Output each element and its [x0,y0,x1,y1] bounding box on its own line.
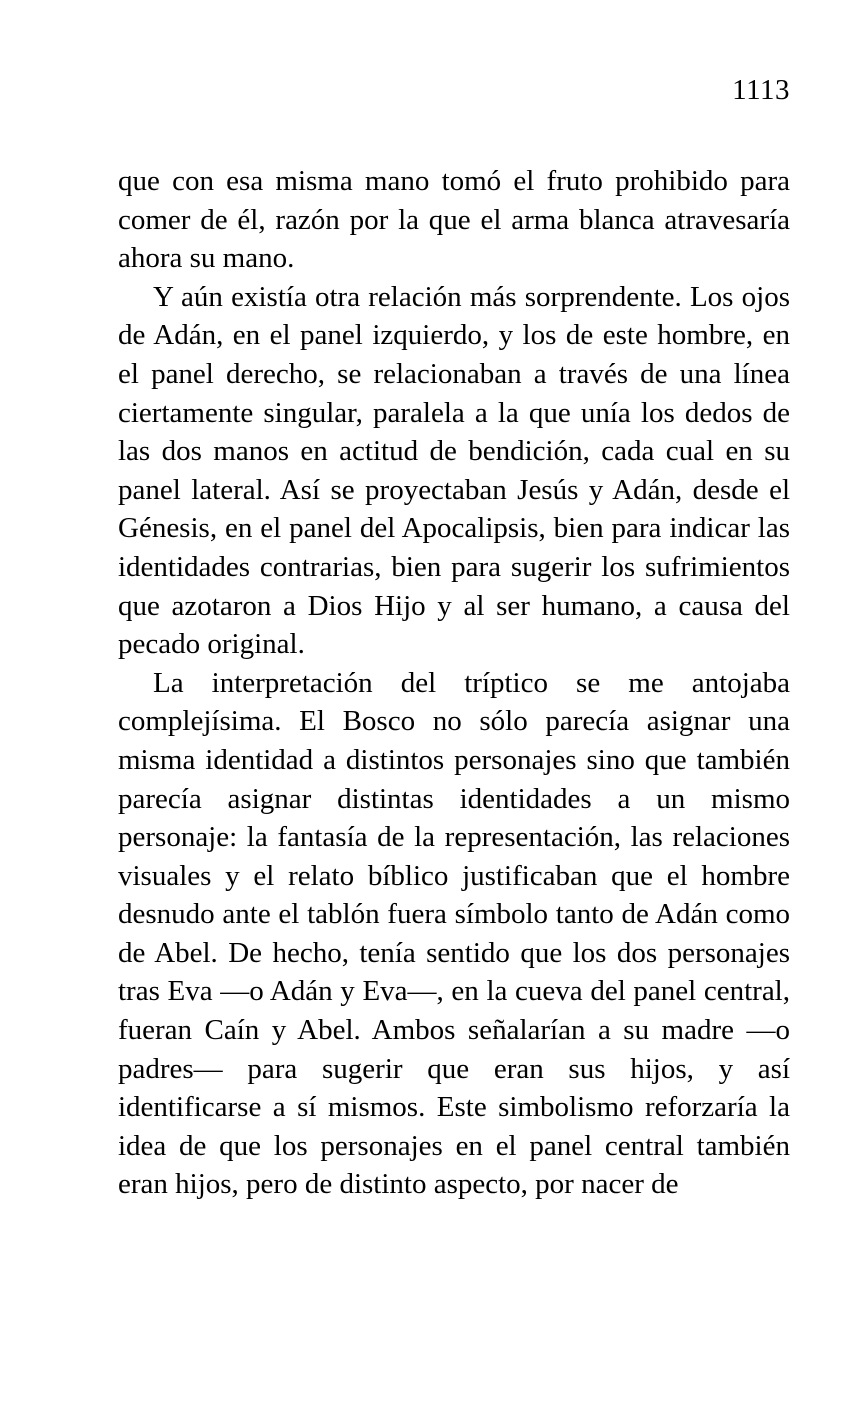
paragraph: Y aún existía otra relación más sorprendente. Los ojos de Adán, en el panel izquierdo, y los de este hombre, en el panel derecho, se relacionaban a través de una línea ciertamente singular, paralela a la que unía los dedos de las dos manos en actitud de bendición, cada cual en su panel lateral. Así se proyectaban Jesús y Adán, desde el Génesis, en el panel del Apocalipsis, bien para indicar las identidades contrarias, bien para sugerir los sufrimientos que azotaron a Dios Hijo y al ser humano, a causa del pecado original. [118,280,790,661]
paragraph: que con esa misma mano tomó el fruto prohibido para comer de él, razón por la que el arma blanca atravesaría ahora su mano. [118,165,790,275]
paragraph: La interpretación del tríptico se me antojaba complejísima. El Bosco no sólo parecía asignar una misma identidad a distintos personajes sino que también parecía asignar distintas identidades a un mismo personaje: la fantasía de la representación, las relaciones visuales y el relato bíblico justificaban que el hombre desnudo ante el tablón fuera símbolo tanto de Adán como de Abel. De hecho, tenía sentido que los dos personajes tras Eva —o Adán y Eva—, en la cueva del panel central, fueran Caín y Abel. Ambos señalarían a su madre —o padres— para sugerir que eran sus hijos, y así identificarse a sí mismos. Este simbolismo reforzaría la idea de que los personajes en el panel central también eran hijos, pero de distinto aspecto, por nacer de [118,666,790,1201]
page-number: 1113 [732,74,790,106]
page-text [118,162,790,1204]
